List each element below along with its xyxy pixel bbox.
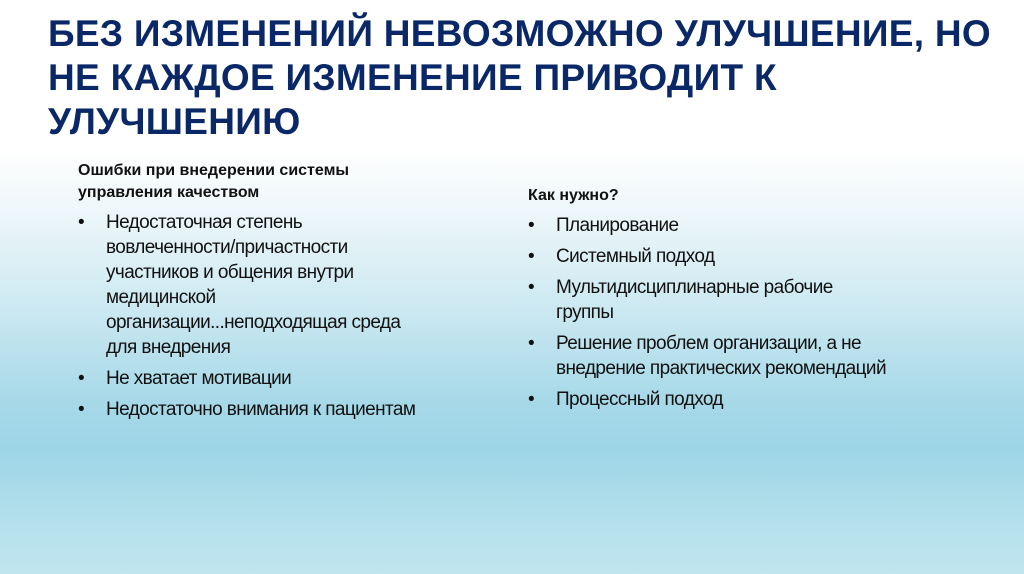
bullet-icon: • [528,333,535,354]
bullet-icon: • [78,399,85,420]
list-item-text: Планирование [556,215,679,236]
list-item-text: Системный подход [556,246,715,267]
bullet-icon: • [528,246,535,267]
errors-list [78,210,478,422]
bullet-icon: • [528,389,535,410]
list-item-text: Не хватает мотивации [106,368,292,389]
solutions-column [528,185,968,418]
list-item [528,331,926,381]
list-item [528,387,918,412]
list-item-text: Недостаточно внимания к пациентам [106,399,416,420]
list-item [78,210,406,360]
list-item [78,397,478,422]
list-item-text: Мультидисциплинарные рабочие группы [556,277,833,323]
bullet-icon: • [78,212,85,233]
list-item-text: Процессный подход [556,389,723,410]
bullet-icon: • [528,277,535,298]
solutions-list [528,213,918,412]
slide-title: БЕЗ ИЗМЕНЕНИЙ НЕВОЗМОЖНО УЛУЧШЕНИЕ, НО НЕ КАЖДОЕ ИЗМЕНЕНИЕ ПРИВОДИТ К УЛУЧШЕНИЮ [48,13,991,142]
list-item-text: Недостаточная степень вовлеченности/причастности участников и общения внутри медицинской организации...неподходящая среда для внедрения [106,212,401,358]
list-item-text: Решение проблем организации, а не внедрение практических рекомендаций [556,333,886,379]
list-item [528,213,918,238]
bullet-icon: • [78,368,85,389]
errors-heading: Ошибки при внедерении системы управления качеством [78,162,350,201]
list-item [528,275,886,325]
list-item [528,244,918,269]
list-item [78,366,478,391]
errors-column [78,160,498,428]
bullet-icon: • [528,215,535,236]
solutions-heading: Как нужно? [528,187,619,204]
